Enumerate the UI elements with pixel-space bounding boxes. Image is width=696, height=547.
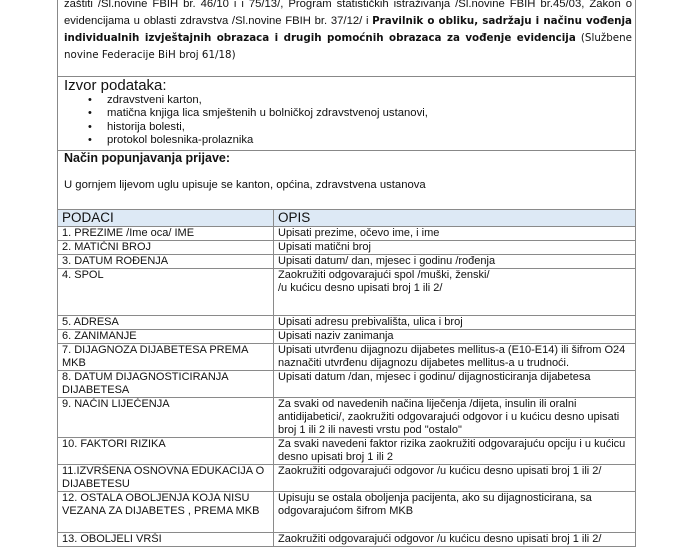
list-item: • matična knjiga lica smještenih u bolničkoj zdravstvenoj ustanovi, bbox=[88, 107, 428, 120]
description-cell: Za svaki navedeni faktor rizika zaokružiti odgovarajuću opciju i u kućicu desno upisati broj 1 ili 2 bbox=[274, 438, 636, 465]
table-row bbox=[58, 241, 636, 255]
legal-basis-suffix: (Službene novine Federacije BiH broj 61/18) bbox=[64, 32, 632, 61]
field-cell: 12. OSTALA OBOLJENJA KOJA NISU VEZANA ZA DIJABETES , PREMA MKB bbox=[58, 492, 274, 533]
table-row bbox=[58, 227, 636, 241]
description-cell: Upisati datum /dan, mjesec i godinu/ dijagnosticiranja dijabetesa bbox=[274, 371, 636, 398]
table-row bbox=[58, 438, 636, 465]
description-line: Zaokružiti odgovarajući spol /muški, ženski/ bbox=[278, 269, 490, 281]
table-row bbox=[58, 269, 636, 316]
list-item: • zdravstveni karton, bbox=[88, 94, 428, 107]
field-cell: 9. NAČIN LIJEČENJA bbox=[58, 398, 274, 438]
description-line: /u kućicu desno upisati broj 1 ili 2/ bbox=[278, 282, 443, 294]
filling-title: Način popunjavanja prijave: bbox=[64, 151, 231, 165]
sources-list bbox=[88, 94, 428, 147]
table-row bbox=[58, 398, 636, 438]
description-cell: Za svaki od navedenih načina liječenja /dijeta, insulin ili oralni antidijabetici/, zaokružiti odgovarajući odgovor i u kućicu desno upisati broj 1 ili 2 ili navesti vrstu pod "ostalo" bbox=[274, 398, 636, 438]
filling-text: U gornjem lijevom uglu upisuje se kanton, općina, zdravstvena ustanova bbox=[64, 179, 426, 191]
instructions-table bbox=[57, 209, 636, 547]
description-cell: Upisati adresu prebivališta, ulica i broj bbox=[274, 316, 636, 330]
table-row bbox=[58, 255, 636, 269]
field-cell: 8. DATUM DIJAGNOSTICIRANJA DIJABETESA bbox=[58, 371, 274, 398]
description-cell: Upisati datum/ dan, mjesec i godinu /rođenja bbox=[274, 255, 636, 269]
field-cell: 10. FAKTORI RIZIKA bbox=[58, 438, 274, 465]
list-item: • historija bolesti, bbox=[88, 121, 428, 134]
description-cell bbox=[274, 269, 636, 316]
legal-basis-text bbox=[64, 0, 632, 64]
table-row bbox=[58, 492, 636, 533]
column-header-podaci: PODACI bbox=[58, 210, 274, 227]
field-cell: 13. OBOLJELI VRŠI bbox=[58, 533, 274, 547]
table-row bbox=[58, 465, 636, 492]
description-cell: Zaokružiti odgovarajući odgovor /u kućicu desno upisati broj 1 ili 2/ bbox=[274, 465, 636, 492]
description-cell: Upisati matični broj bbox=[274, 241, 636, 255]
field-cell: 2. MATIČNI BROJ bbox=[58, 241, 274, 255]
description-cell: Upisuju se ostala oboljenja pacijenta, ako su dijagnosticirana, sa odgovarajućom šifrom MKB bbox=[274, 492, 636, 533]
regulation-title: Pravilnik o obliku, sadržaju i načinu vođenja individualnih izvještajnih obrazaca i drugih pomoćnih obrazaca za vođenje evidencija bbox=[64, 15, 632, 44]
table-row bbox=[58, 533, 636, 547]
column-header-opis: OPIS bbox=[274, 210, 636, 227]
list-item: • protokol bolesnika-prolaznika bbox=[88, 134, 428, 147]
description-cell: Upisati naziv zanimanja bbox=[274, 330, 636, 344]
description-cell: Zaokružiti odgovarajući odgovor /u kućicu desno upisati broj 1 ili 2/ bbox=[274, 533, 636, 547]
field-cell: 3. DATUM ROĐENJA bbox=[58, 255, 274, 269]
field-cell: 11.IZVRŠENA OSNOVNA EDUKACIJA O DIJABETESU bbox=[58, 465, 274, 492]
sources-title: Izvor podataka: bbox=[64, 77, 167, 94]
field-cell: 4. SPOL bbox=[58, 269, 274, 316]
field-cell: 7. DIJAGNOZA DIJABETESA PREMA MKB bbox=[58, 344, 274, 371]
description-cell: Upisati utvrđenu dijagnozu dijabetes mellitus-a (E10-E14) ili šifrom O24 naznačiti utvrđenu dijagnozu dijabetes mellitus-a u trudnoći. bbox=[274, 344, 636, 371]
table-header bbox=[58, 210, 636, 227]
description-cell: Upisati prezime, očevo ime, i ime bbox=[274, 227, 636, 241]
table-row bbox=[58, 316, 636, 330]
table-row bbox=[58, 344, 636, 371]
field-cell: 5. ADRESA bbox=[58, 316, 274, 330]
field-cell: 1. PREZIME /Ime oca/ IME bbox=[58, 227, 274, 241]
table-row bbox=[58, 330, 636, 344]
table-row bbox=[58, 371, 636, 398]
field-cell: 6. ZANIMANJE bbox=[58, 330, 274, 344]
legal-basis-prefix: zaštiti /Sl.novine FBIH br. 46/10 i i 75/13/, Program statističkih istraživanja /Sl.novine FBIH br.45/03, Zakon o evidencijama u oblasti zdravstva /Sl.novine FBIH br. 37/12/ i bbox=[64, 0, 632, 27]
